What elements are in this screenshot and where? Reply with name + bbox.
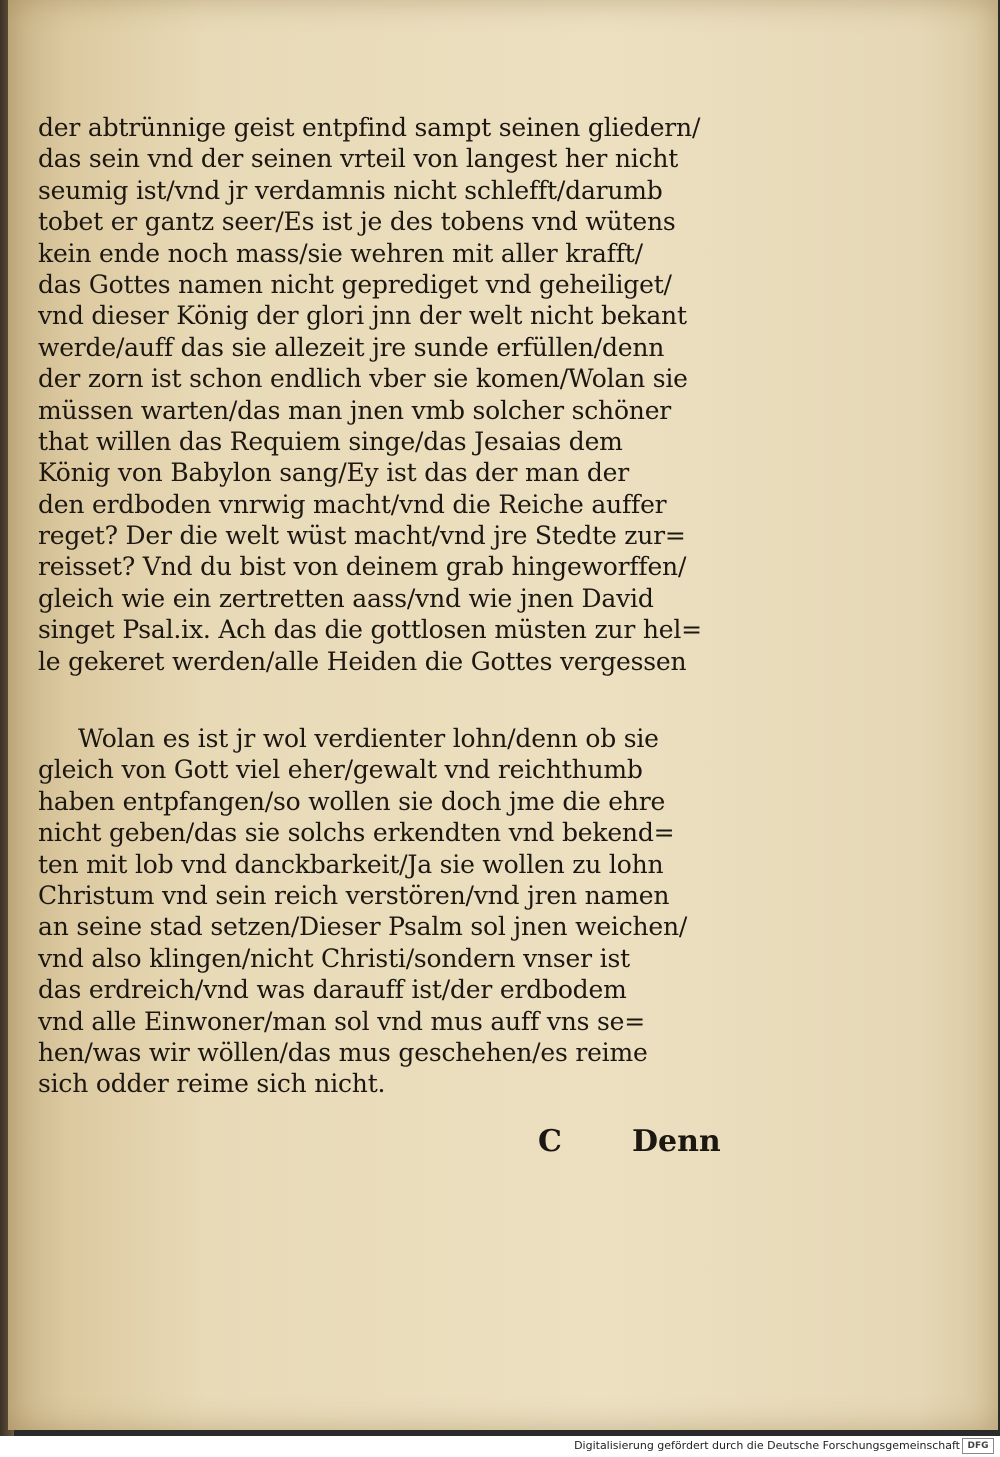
text-line: Christum vnd sein reich verstören/vnd jren namen [38,880,670,910]
paragraph-1 [38,112,728,677]
text-line: das erdreich/vnd was darauff ist/der erdbodem [38,975,627,1005]
text-line: tobet er gantz seer/Es ist je des tobens vnd wütens [38,207,676,237]
text-line: der zorn ist schon endlich vber sie komen/Wolan sie [38,364,688,394]
body-text [38,112,728,1100]
text-line: das Gottes namen nicht geprediget vnd geheiliget/ [38,269,672,299]
text-line: sich odder reime sich nicht. [38,1069,386,1099]
text-line: hen/was wir wöllen/das mus geschehen/es reime [38,1037,648,1067]
digitization-footer [0,1436,1000,1457]
paragraph-2 [38,723,728,1100]
text-line: das sein vnd der seinen vrteil von langest her nicht [38,144,679,174]
catchword: Denn [632,1124,721,1159]
text-line: vnd alle Einwoner/man sol vnd mus auff vns se= [38,1006,645,1036]
text-line: kein ende noch mass/sie wehren mit aller krafft/ [38,238,643,268]
text-line: haben entpfangen/so wollen sie doch jme die ehre [38,786,666,816]
text-line: gleich von Gott viel eher/gewalt vnd reichthumb [38,755,643,785]
text-line: gleich wie ein zertretten aass/vnd wie jnen David [38,583,654,613]
text-line: der abtrünnige geist entpfind sampt seinen gliedern/ [38,113,701,142]
book-page [8,0,998,1430]
text-line: Wolan es ist jr wol verdienter lohn/denn ob sie [78,724,659,754]
text-line: reisset? Vnd du bist von deinem grab hingeworffen/ [38,552,687,582]
text-line: le gekeret werden/alle Heiden die Gottes vergessen [38,646,687,676]
text-line: vnd also klingen/nicht Christi/sondern vnser ist [38,943,630,973]
page-footer-marks [528,1124,728,1164]
text-line: reget? Der die welt wüst macht/vnd jre Stedte zur= [38,521,686,551]
text-line: König von Babylon sang/Ey ist das der man der [38,458,630,488]
text-line: müssen warten/das man jnen vmb solcher schöner [38,395,672,425]
text-line: an seine stad setzen/Dieser Psalm sol jnen weichen/ [38,912,688,942]
funding-credit: Digitalisierung gefördert durch die Deutsche Forschungsgemeinschaft [574,1439,960,1452]
text-line: vnd dieser König der glori jnn der welt nicht bekant [38,301,687,331]
text-line: den erdboden vnrwig macht/vnd die Reiche auffer [38,489,667,519]
text-line: nicht geben/das sie solchs erkendten vnd bekend= [38,818,675,848]
text-line: werde/auff das sie allezeit jre sunde erfüllen/denn [38,332,665,362]
dfg-logo: DFG [962,1438,994,1454]
text-line: ten mit lob vnd danckbarkeit/Ja sie wollen zu lohn [38,849,664,879]
text-line: seumig ist/vnd jr verdamnis nicht schlefft/darumb [38,175,663,205]
text-line: that willen das Requiem singe/das Jesaias dem [38,426,623,456]
signature-mark: C [538,1124,562,1159]
text-line: singet Psal.ix. Ach das die gottlosen müsten zur hel= [38,615,702,645]
